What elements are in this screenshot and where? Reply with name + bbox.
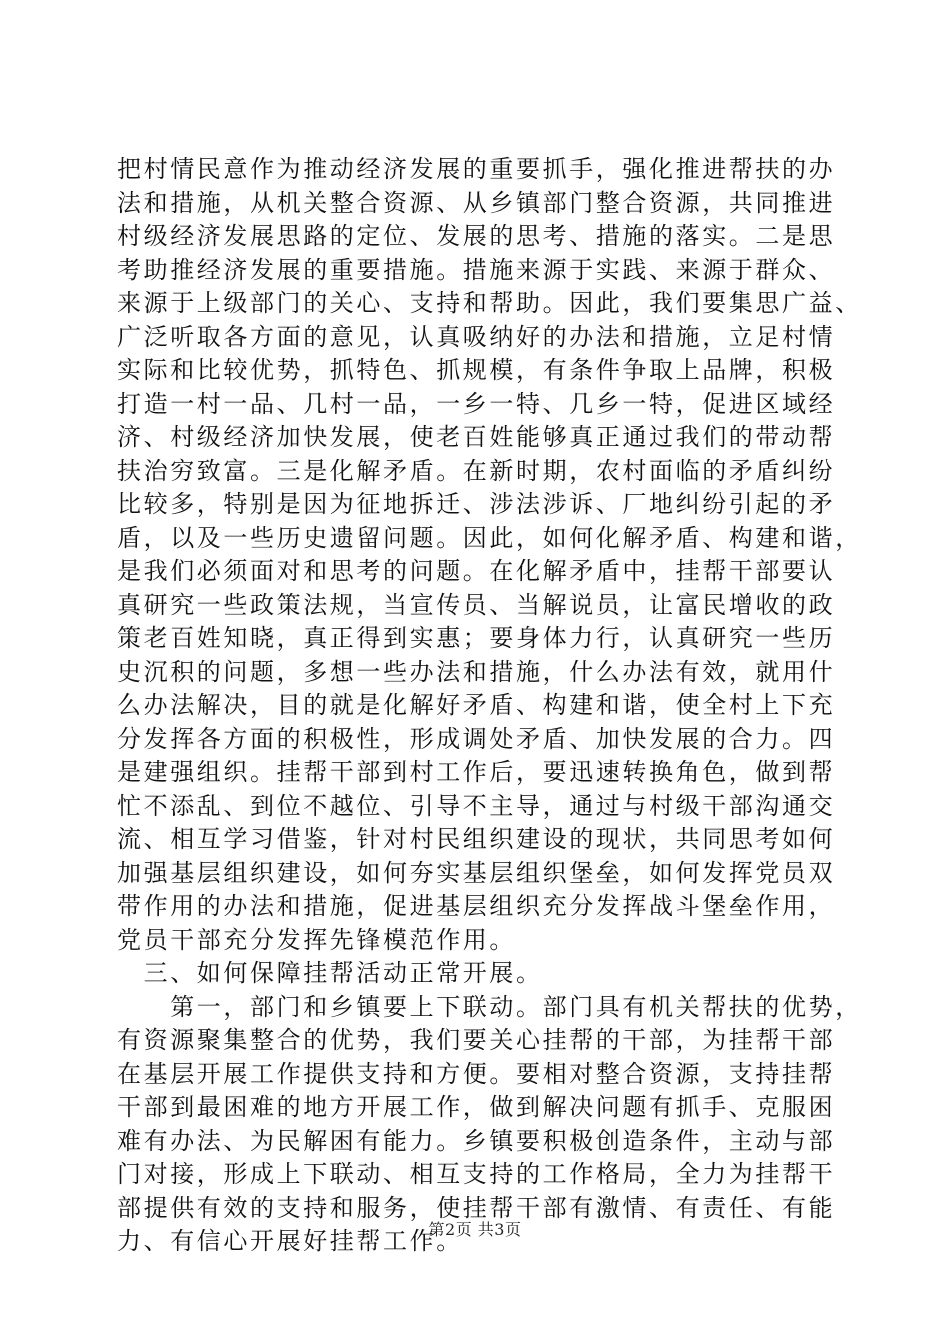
text-line: 村级经济发展思路的定位、发展的思考、措施的落实。二是思 bbox=[117, 222, 836, 250]
text-line: 比较多，特别是因为征地拆迁、涉法涉诉、厂地纠纷引起的矛 bbox=[117, 490, 836, 518]
text-line: 是建强组织。挂帮干部到村工作后，要迅速转换角色，做到帮 bbox=[117, 758, 836, 786]
text-line: 么办法解决，目的就是化解好矛盾、构建和谐，使全村上下充 bbox=[117, 691, 836, 719]
text-line: 把村情民意作为推动经济发展的重要抓手，强化推进帮扶的办 bbox=[117, 155, 836, 183]
text-line: 济、村级经济加快发展，使老百姓能够真正通过我们的带动帮 bbox=[117, 423, 836, 451]
text-line: 有资源聚集整合的优势，我们要关心挂帮的干部，为挂帮干部 bbox=[117, 1026, 836, 1054]
text-line: 史沉积的问题，多想一些办法和措施，什么办法有效，就用什 bbox=[117, 657, 836, 686]
section-heading: 三、如何保障挂帮活动正常开展。 bbox=[117, 959, 543, 987]
text-line: 难有办法、为民解困有能力。乡镇要积极创造条件，主动与部 bbox=[117, 1126, 836, 1155]
text-line: 打造一村一品、几村一品，一乡一特、几乡一特，促进区域经 bbox=[117, 389, 836, 418]
text-line: 真研究一些政策法规，当宣传员、当解说员，让富民增收的政 bbox=[117, 590, 836, 619]
text-line: 门对接，形成上下联动、相互支持的工作格局，全力为挂帮干 bbox=[117, 1160, 836, 1188]
text-line: 忙不添乱、到位不越位、引导不主导，通过与村级干部沟通交 bbox=[117, 791, 836, 820]
page-footer bbox=[0, 1217, 950, 1240]
text-line: 策老百姓知晓，真正得到实惠；要身体力行，认真研究一些历 bbox=[117, 624, 836, 652]
text-line: 干部到最困难的地方开展工作，做到解决问题有抓手、克服困 bbox=[117, 1093, 836, 1121]
text-line: 力、有信心开展好挂帮工作。 bbox=[117, 1227, 463, 1255]
text-line: 在基层开展工作提供支持和方便。要相对整合资源，支持挂帮 bbox=[117, 1059, 836, 1088]
text-line: 盾，以及一些历史遗留问题。因此，如何化解矛盾、构建和谐， bbox=[117, 523, 862, 552]
text-line: 加强基层组织建设，如何夯实基层组织堡垒，如何发挥党员双 bbox=[117, 858, 836, 887]
text-line: 分发挥各方面的积极性，形成调处矛盾、加快发展的合力。四 bbox=[117, 724, 836, 753]
text-line: 部提供有效的支持和服务，使挂帮干部有激情、有责任、有能 bbox=[117, 1193, 836, 1222]
text-line: 实际和比较优势，抓特色、抓规模，有条件争取上品牌，积极 bbox=[117, 356, 836, 384]
document-body bbox=[117, 153, 862, 1259]
text-line: 广泛听取各方面的意见，认真吸纳好的办法和措施，立足村情 bbox=[117, 322, 836, 351]
text-line: 考助推经济发展的重要措施。措施来源于实践、来源于群众、 bbox=[117, 255, 836, 284]
page-number: 第2页 共3页 bbox=[428, 1220, 522, 1239]
text-line: 来源于上级部门的关心、支持和帮助。因此，我们要集思广益、 bbox=[117, 289, 862, 317]
text-line: 是我们必须面对和思考的问题。在化解矛盾中，挂帮干部要认 bbox=[117, 557, 836, 585]
text-line: 党员干部充分发挥先锋模范作用。 bbox=[117, 925, 516, 954]
text-line: 扶治穷致富。三是化解矛盾。在新时期，农村面临的矛盾纠纷 bbox=[117, 456, 836, 485]
text-line: 法和措施，从机关整合资源、从乡镇部门整合资源，共同推进 bbox=[117, 188, 836, 217]
text-line: 第一，部门和乡镇要上下联动。部门具有机关帮扶的优势， bbox=[117, 992, 862, 1021]
text-line: 带作用的办法和措施，促进基层组织充分发挥战斗堡垒作用， bbox=[117, 892, 836, 920]
text-line: 流、相互学习借鉴，针对村民组织建设的现状，共同思考如何 bbox=[117, 825, 836, 853]
